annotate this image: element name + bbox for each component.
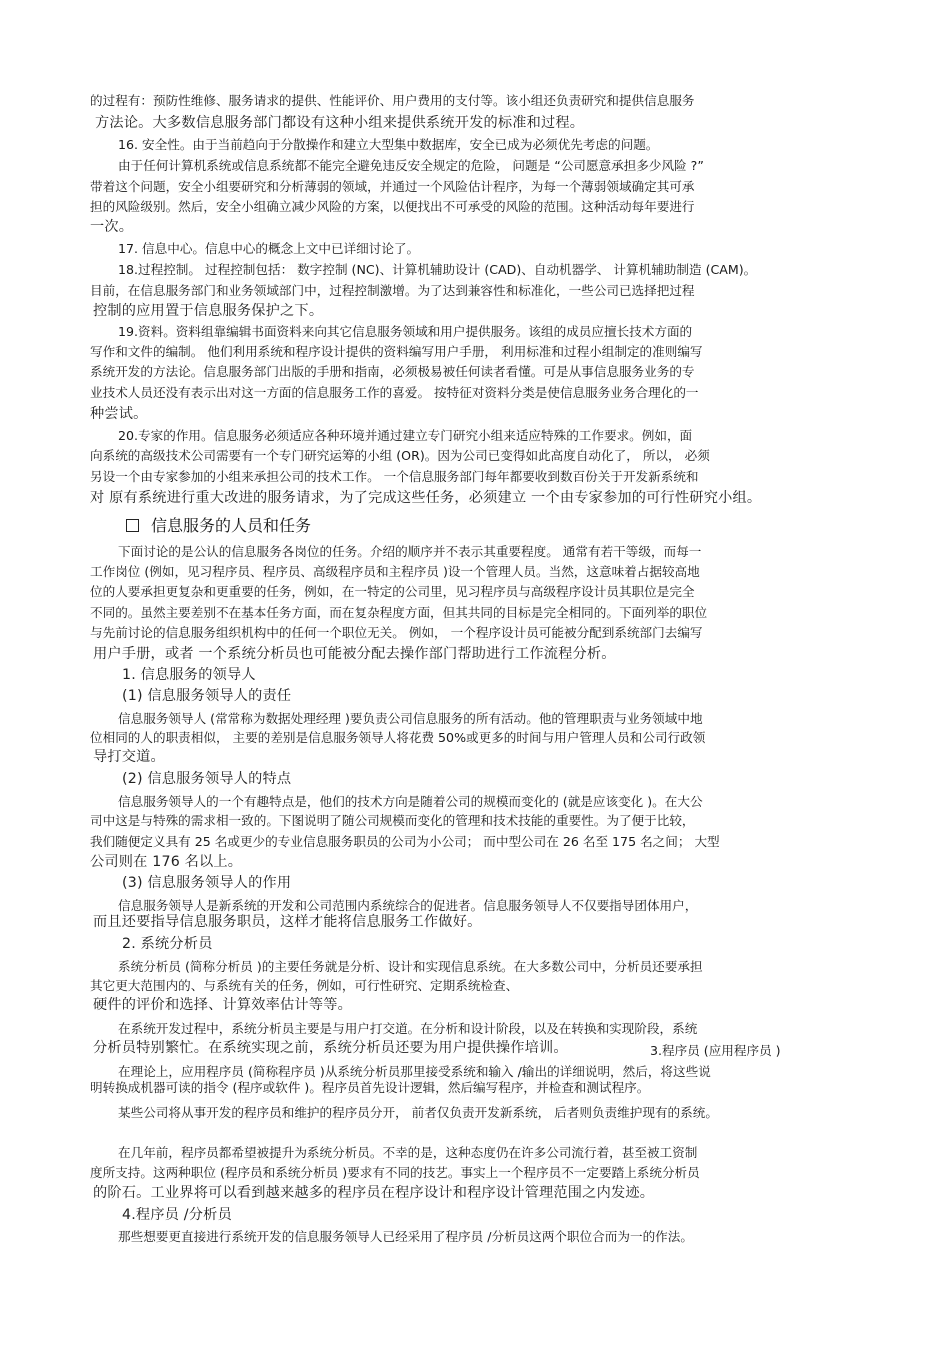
text-line: (2) 信息服务领导人的特点 bbox=[122, 771, 292, 787]
text-line: 1. 信息服务的领导人 bbox=[122, 667, 256, 683]
text-line: 分析员特别繁忙。在系统实现之前，系统分析员还要为用户提供操作培训。 bbox=[93, 1040, 568, 1056]
text-line: 在系统开发过程中，系统分析员主要是与用户打交道。在分析和设计阶段，以及在转换和实现阶段，系统 bbox=[118, 1021, 698, 1036]
text-line: 信息服务领导人是新系统的开发和公司范围内系统综合的促进者。信息服务领导人不仅要指导团体用户， bbox=[118, 898, 698, 913]
text-line: 19.资料。资料组靠编辑书面资料来向其它信息服务领域和用户提供服务。该组的成员应擅长技术方面的 bbox=[118, 324, 693, 339]
text-line: 下面讨论的是公认的信息服务各岗位的任务。介绍的顺序并不表示其重要程度。 通常有若干等级，而每一 bbox=[118, 544, 702, 559]
text-line: 对 原有系统进行重大改进的服务请求，为了完成这些任务，必须建立 一个由专家参加的可行性研究小组。 bbox=[90, 490, 762, 506]
text-line: 位的人要承担更复杂和更重要的任务，例如，在一特定的公司里，见习程序员与高级程序设计员其职位是完全 bbox=[90, 584, 695, 599]
text-line: 一次。 bbox=[90, 219, 134, 235]
text-line: 的过程有：预防性维修、服务请求的提供、性能评价、用户费用的支付等。该小组还负责研究和提供信息服务 bbox=[90, 93, 695, 108]
text-line: 带着这个问题，安全小组要研究和分析薄弱的领域，并通过一个风险估计程序，为每一个薄弱领域确定其可承 bbox=[90, 179, 695, 194]
text-line: 种尝试。 bbox=[90, 406, 148, 422]
text-line: 我们随便定义具有 25 名或更少的专业信息服务职员的公司为小公司； 而中型公司在 26 名至 175 名之间； 大型 bbox=[90, 834, 720, 849]
text-line: 与先前讨论的信息服务组织机构中的任何一个职位无关。 例如， 一个程序设计员可能被分配到系统部门去编写 bbox=[90, 625, 703, 640]
text-line: 度所支持。这两种职位 (程序员和系统分析员 )要求有不同的技艺。事实上一个程序员不一定要踏上系统分析员 bbox=[90, 1165, 700, 1180]
text-line: 某些公司将从事开发的程序员和维护的程序员分开， 前者仅负责开发新系统， 后者则负责维护现有的系统。 bbox=[118, 1105, 718, 1120]
text-line: 其它更大范围内的、与系统有关的任务，例如，可行性研究、定期系统检查、 bbox=[90, 978, 519, 993]
text-line: 4.程序员 /分析员 bbox=[122, 1207, 232, 1223]
text-line: 司中这是与特殊的需求相一致的。下图说明了随公司规模而变化的管理和技术技能的重要性。为了便于比较， bbox=[90, 813, 695, 828]
text-line: 17. 信息中心。信息中心的概念上文中已详细讨论了。 bbox=[118, 241, 420, 256]
text-line: 在理论上，应用程序员 (简称程序员 )从系统分析员那里接受系统和输入 /输出的详细说明，然后，将这些说 bbox=[118, 1064, 711, 1079]
text-line: 导打交道。 bbox=[93, 749, 165, 765]
text-line: 18.过程控制。 过程控制包括： 数字控制 (NC)、计算机辅助设计 (CAD)、自动机器学、 计算机辅助制造 (CAM)。 bbox=[118, 262, 757, 277]
text-line: 业技术人员还没有表示出对这一方面的信息服务工作的喜爱。 按特征对资料分类是使信息服务业务合理化的一 bbox=[90, 385, 699, 400]
text-line: 硬件的评价和选择、计算效率估计等等。 bbox=[93, 997, 352, 1013]
text-line: 3.程序员 (应用程序员 ) bbox=[650, 1043, 781, 1058]
text-line: 2. 系统分析员 bbox=[122, 936, 213, 952]
text-line: 位相同的人的职责相似， 主要的差别是信息服务领导人将花费 50%或更多的时间与用户管理人员和公司行政领 bbox=[90, 730, 706, 745]
text-line: 另设一个由专家参加的小组来承担公司的技术工作。 一个信息服务部门每年都要收到数百份关于开发新系统和 bbox=[90, 469, 699, 484]
text-line: 的阶石。工业界将可以看到越来越多的程序员在程序设计和程序设计管理范围之内发迹。 bbox=[93, 1185, 655, 1201]
text-line: 担的风险级别。然后，安全小组确立减少风险的方案，以便找出不可承受的风险的范围。这种活动每年要进行 bbox=[90, 199, 695, 214]
text-line: 方法论。大多数信息服务部门都设有这种小组来提供系统开发的标准和过程。 bbox=[95, 115, 585, 131]
text-line: (3) 信息服务领导人的作用 bbox=[122, 875, 292, 891]
text-line: 目前，在信息服务部门和业务领域部门中，过程控制激增。为了达到兼容性和标准化，一些公司已选择把过程 bbox=[90, 283, 695, 298]
text-line: 工作岗位 (例如，见习程序员、程序员、高级程序员和主程序员 )设一个管理人员。当然，这意味着占据较高地 bbox=[90, 564, 700, 579]
text-line: 用户手册，或者 一个系统分析员也可能被分配去操作部门帮助进行工作流程分析。 bbox=[93, 646, 616, 662]
checkbox-square-icon bbox=[126, 519, 139, 532]
text-line: 系统分析员 (简称分析员 )的主要任务就是分析、设计和实现信息系统。在大多数公司中，分析员还要承担 bbox=[118, 959, 703, 974]
text-line: 由于任何计算机系统或信息系统都不能完全避免违反安全规定的危险， 问题是 “公司愿意承担多少风险 ?” bbox=[118, 158, 704, 173]
text-line: 信息服务领导人 (常常称为数据处理经理 )要负责公司信息服务的所有活动。他的管理职责与业务领域中地 bbox=[118, 711, 703, 726]
text-line: (1) 信息服务领导人的责任 bbox=[122, 688, 292, 704]
section-heading bbox=[126, 515, 311, 537]
text-line: 那些想要更直接进行系统开发的信息服务领导人已经采用了程序员 /分析员这两个职位合而为一的作法。 bbox=[118, 1229, 693, 1244]
text-line: 公司则在 176 名以上。 bbox=[90, 854, 243, 870]
text-line: 向系统的高级技术公司需要有一个专门研究运筹的小组 (OR)。因为公司已变得如此高度自动化了， 所以， 必须 bbox=[90, 448, 710, 463]
text-line: 在几年前，程序员都希望被提升为系统分析员。不幸的是，这种态度仍在许多公司流行着，甚至被工资制 bbox=[118, 1145, 698, 1160]
text-line: 明转换成机器可读的指令 (程序或软件 )。程序员首先设计逻辑，然后编写程序，并检查和测试程序。 bbox=[90, 1080, 650, 1095]
text-line: 16. 安全性。由于当前趋向于分散操作和建立大型集中数据库，安全已成为必须优先考虑的问题。 bbox=[118, 137, 659, 152]
text-line: 控制的应用置于信息服务保护之下。 bbox=[93, 303, 324, 319]
text-line: 系统开发的方法论。信息服务部门出版的手册和指南，必须极易被任何读者看懂。可是从事信息服务业务的专 bbox=[90, 364, 695, 379]
text-line: 20.专家的作用。信息服务必须适应各种环境并通过建立专门研究小组来适应特殊的工作要求。例如，面 bbox=[118, 428, 693, 443]
text-line: 写作和文件的编制。 他们利用系统和程序设计提供的资料编写用户手册， 利用标准和过程小组制定的准则编写 bbox=[90, 344, 703, 359]
text-line: 不同的。虽然主要差别不在基本任务方面，而在复杂程度方面，但其共同的目标是完全相同的。下面列举的职位 bbox=[90, 605, 708, 620]
section-heading-text: 信息服务的人员和任务 bbox=[151, 516, 312, 535]
text-line: 而且还要指导信息服务职员，这样才能将信息服务工作做好。 bbox=[93, 914, 482, 930]
text-line: 信息服务领导人的一个有趣特点是，他们的技术方向是随着公司的规模而变化的 (就是应该变化 )。在大公 bbox=[118, 794, 703, 809]
